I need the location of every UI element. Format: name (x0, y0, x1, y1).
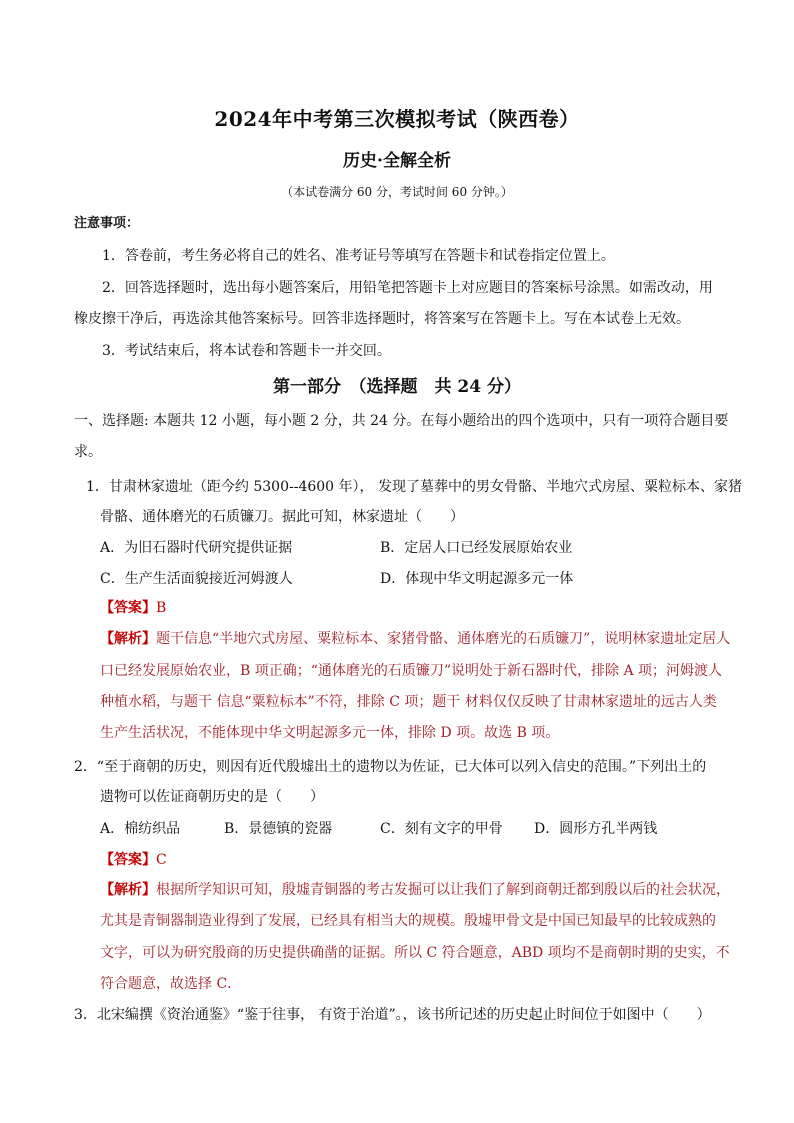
question-2-analysis (100, 880, 730, 900)
question-1-analysis-line-3: 种植水稻，与题干 信息“粟粒标本”不符，排除 C 项；题干 材料仅仅反映了甘肃林家遗址的远古人类 (100, 694, 717, 710)
question-1-stem: 1．甘肃林家遗址（距今约 5300--4600 年）， 发现了墓葬中的男女骨骼、半地穴式房屋、粟粒标本、家猪 (86, 479, 742, 495)
question-2-option-a: A．棉纺织品 (100, 821, 181, 837)
section-intro-cont: 求。 (74, 444, 102, 460)
question-1-stem-cont: 骨骼、通体磨光的石质镰刀。据此可知，林家遗址（ ） (100, 509, 464, 525)
notice-item-2: 2．回答选择题时，选出每小题答案后，用铅笔把答题卡上对应题目的答案标号涂黑。如需改动，用 (102, 280, 713, 296)
answer-tag: 【答案】 (100, 600, 156, 616)
section-title: 第一部分 （选择题 共 24 分） (273, 377, 521, 397)
analysis-tag: 【解析】 (100, 882, 156, 898)
page-title: 2024年中考第三次模拟考试（陕西卷） (214, 107, 580, 131)
answer-tag: 【答案】 (100, 852, 156, 868)
question-1-option-a: A．为旧石器时代研究提供证据 (100, 540, 293, 556)
question-2-analysis-line-3: 文字，可以为研究殷商的历史提供确凿的证据。所以 C 符合题意，ABD 项均不是商朝时期的史实，不 (100, 945, 730, 961)
question-3-stem: 3．北宋编撰《资治通鉴》“鉴于往事， 有资于治道”。，该书所记述的历史起止时间位于如图中（ ） (74, 1007, 711, 1023)
question-1-analysis (100, 629, 730, 649)
notice-item-2-cont: 橡皮擦干净后，再选涂其他答案标号。回答非选择题时，将答案写在答题卡上。写在本试卷上无效。 (74, 311, 690, 327)
section-intro: 一、选择题: 本题共 12 小题，每小题 2 分，共 24 分。在每小题给出的四个选项中，只有一项符合题目要 (74, 413, 729, 429)
question-2-analysis-line-2: 尤其是青铜器制造业得到了发展，已经具有相当大的规模。殷墟甲骨文是中国已知最早的比较成熟的 (100, 913, 716, 929)
analysis-tag: 【解析】 (100, 631, 156, 647)
question-1-option-b: B．定居人口已经发展原始农业 (380, 540, 573, 556)
exam-note: （本试卷满分 60 分，考试时间 60 分钟。） (281, 185, 513, 199)
question-1-analysis-line-4: 生产生活状况，不能体现中华文明起源多元一体，排除 D 项。故选 B 项。 (100, 725, 560, 741)
question-1-option-c: C．生产生活面貌接近河姆渡人 (100, 571, 293, 587)
notice-item-1: 1．答卷前，考生务必将自己的姓名、准考证号等填写在答题卡和试卷指定位置上。 (102, 248, 615, 264)
answer-value: B (156, 600, 167, 616)
question-2-option-b: B．景德镇的瓷器 (224, 821, 333, 837)
question-1-analysis-line-2: 口已经发展原始农业，B 项正确；“通体磨光的石质镰刀”说明处于新石器时代，排除 A 项；河姆渡人 (100, 663, 723, 679)
question-2-option-c: C．刻有文字的甲骨 (380, 821, 503, 837)
page-subtitle: 历史·全解全析 (343, 151, 451, 171)
question-2-analysis-line-4: 符合题意，故选择 C． (100, 976, 242, 992)
question-1-option-d: D．体现中华文明起源多元一体 (380, 571, 574, 587)
analysis-text: 题干信息“半地穴式房屋、粟粒标本、家猪骨骼、通体磨光的石质镰刀”，说明林家遗址定居人 (156, 631, 731, 647)
question-2-option-d: D．圆形方孔半两钱 (534, 821, 658, 837)
notice-heading: 注意事项： (74, 216, 140, 231)
answer-value: C (156, 852, 167, 868)
question-2-answer (100, 850, 167, 870)
analysis-text: 根据所学知识可知，殷墟青铜器的考古发掘可以让我们了解到商朝迁都到殷以后的社会状况， (156, 882, 730, 898)
question-2-stem: 2．“至于商朝的历史，则因有近代殷墟出土的遗物以为佐证，已大体可以列入信史的范围。”下列出土的 (74, 759, 707, 775)
question-1-answer (100, 598, 166, 618)
question-2-stem-cont: 遗物可以佐证商朝历史的是（ ） (100, 789, 324, 805)
notice-item-3: 3．考试结束后，将本试卷和答题卡一并交回。 (102, 343, 391, 359)
